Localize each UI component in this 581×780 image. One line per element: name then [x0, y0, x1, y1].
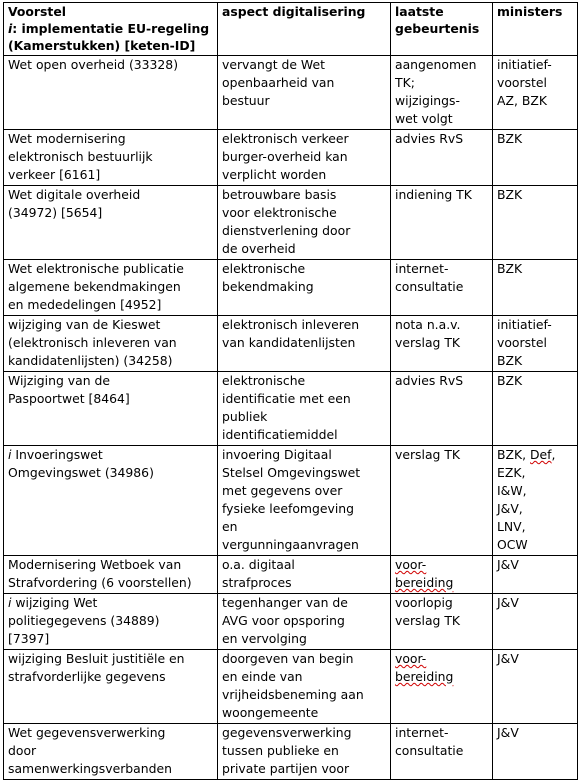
- table-row: [4, 650, 578, 724]
- cell-text: Wet open overheid (33328): [8, 57, 179, 72]
- cell-text: BZK: [497, 187, 523, 202]
- cell-text: gebeurtenis: [395, 21, 480, 36]
- cell-line: [222, 518, 386, 536]
- cell-text: (elektronisch inleveren van: [8, 335, 177, 350]
- cell-line: [8, 594, 213, 612]
- cell-line: [8, 630, 213, 648]
- cell-text: o.a. digitaal: [222, 557, 295, 572]
- cell-voorstel: [4, 446, 218, 556]
- cell-line: [8, 556, 213, 574]
- cell-voorstel: [4, 556, 218, 594]
- cell-text: ,: [551, 447, 556, 462]
- table-row: [4, 56, 578, 130]
- cell-voorstel: [4, 372, 218, 446]
- cell-text: : implementatie EU-regeling: [12, 21, 210, 36]
- cell-line: [497, 650, 573, 668]
- cell-line: [8, 372, 213, 390]
- cell-ministers: [493, 186, 578, 260]
- cell-line: [8, 3, 213, 20]
- table-row: [4, 260, 578, 316]
- cell-text: Wet elektronische publicatie: [8, 261, 184, 276]
- cell-text: kandidatenlijsten) (34258): [8, 353, 173, 368]
- cell-line: [222, 3, 386, 20]
- cell-line: [222, 278, 386, 296]
- cell-ministers: [493, 56, 578, 130]
- cell-text: advies RvS: [395, 373, 464, 388]
- cell-line: [395, 316, 488, 334]
- spellcheck-marked-text: voor-: [395, 651, 427, 666]
- cell-line: [497, 74, 573, 92]
- cell-line: [395, 260, 488, 278]
- cell-text: consultatie: [395, 743, 464, 758]
- cell-text: wet volgt: [395, 111, 453, 126]
- cell-ministers: [493, 594, 578, 650]
- cell-line: [222, 760, 386, 778]
- cell-line: [8, 20, 213, 37]
- cell-text: J&V: [497, 651, 519, 666]
- header-ministers: [493, 3, 578, 56]
- cell-line: [8, 352, 213, 370]
- cell-line: [222, 594, 386, 612]
- cell-ministers: [493, 372, 578, 446]
- cell-aspect-digitalisering: [218, 372, 391, 446]
- cell-text: Wijziging van de: [8, 373, 110, 388]
- cell-text: (Kamerstukken) [keten-ID]: [8, 38, 196, 53]
- cell-line: [8, 56, 213, 74]
- cell-text: wijziging Besluit justitiële en: [8, 651, 185, 666]
- cell-aspect-digitalisering: [218, 556, 391, 594]
- spellcheck-marked-text: Def: [530, 447, 552, 462]
- cell-text: de overheid: [222, 241, 296, 256]
- cell-line: [497, 56, 573, 74]
- table-row: [4, 130, 578, 186]
- cell-text: nota n.a.v.: [395, 317, 461, 332]
- cell-line: [497, 556, 573, 574]
- cell-line: [222, 74, 386, 92]
- cell-text: publiek: [222, 409, 268, 424]
- cell-line: [395, 446, 488, 464]
- cell-voorstel: [4, 260, 218, 316]
- cell-text: en einde van: [222, 669, 303, 684]
- cell-text: advies RvS: [395, 131, 464, 146]
- cell-text: bestuur: [222, 93, 270, 108]
- cell-text: elektronische: [222, 373, 306, 388]
- cell-text: Strafvordering (6 voorstellen): [8, 575, 192, 590]
- cell-text: elektronisch inleveren: [222, 317, 360, 332]
- cell-aspect-digitalisering: [218, 650, 391, 724]
- cell-laatste-gebeurtenis: [391, 446, 493, 556]
- cell-laatste-gebeurtenis: [391, 556, 493, 594]
- spellcheck-marked-text: bereiding: [395, 669, 454, 684]
- cell-line: [8, 260, 213, 278]
- cell-text: en vervolging: [222, 631, 307, 646]
- cell-voorstel: [4, 724, 218, 780]
- eu-implementation-marker: i: [8, 21, 13, 36]
- cell-line: [497, 316, 573, 334]
- cell-text: BZK: [497, 261, 523, 276]
- cell-aspect-digitalisering: [218, 260, 391, 316]
- cell-laatste-gebeurtenis: [391, 186, 493, 260]
- legislation-table: [3, 2, 578, 780]
- cell-text: BZK,: [497, 447, 530, 462]
- cell-text: wijzigings-: [395, 93, 460, 108]
- cell-text: BZK: [497, 353, 523, 368]
- cell-line: [8, 204, 213, 222]
- cell-text: identificatiemiddel: [222, 427, 338, 442]
- cell-aspect-digitalisering: [218, 446, 391, 556]
- cell-ministers: [493, 260, 578, 316]
- cell-text: BZK: [497, 373, 523, 388]
- cell-line: [222, 556, 386, 574]
- cell-line: [497, 464, 573, 482]
- cell-text: algemene bekendmakingen: [8, 279, 181, 294]
- cell-line: [8, 742, 213, 760]
- cell-line: [8, 760, 213, 778]
- cell-text: Stelsel Omgevingswet: [222, 465, 361, 480]
- cell-line: [222, 92, 386, 110]
- cell-line: [222, 260, 386, 278]
- cell-text: voorstel: [497, 335, 547, 350]
- cell-line: [8, 464, 213, 482]
- cell-line: [222, 56, 386, 74]
- cell-line: [222, 130, 386, 148]
- eu-implementation-marker: i: [8, 447, 12, 462]
- cell-text: tussen publieke en: [222, 743, 339, 758]
- cell-voorstel: [4, 56, 218, 130]
- spellcheck-marked-text: bereiding: [395, 575, 454, 590]
- cell-text: fysieke leefomgeving: [222, 501, 354, 516]
- cell-ministers: [493, 724, 578, 780]
- cell-line: [222, 446, 386, 464]
- cell-text: door: [8, 743, 37, 758]
- cell-line: [8, 574, 213, 592]
- cell-text: J&V: [497, 557, 519, 572]
- cell-line: [222, 222, 386, 240]
- cell-line: [222, 204, 386, 222]
- cell-text: samenwerkingsverbanden: [8, 761, 172, 776]
- cell-line: [497, 186, 573, 204]
- cell-line: [222, 650, 386, 668]
- cell-line: [8, 296, 213, 314]
- cell-text: elektronische: [222, 261, 306, 276]
- cell-line: [8, 166, 213, 184]
- cell-aspect-digitalisering: [218, 56, 391, 130]
- cell-text: strafproces: [222, 575, 292, 590]
- cell-text: betrouwbare basis: [222, 187, 337, 202]
- cell-voorstel: [4, 594, 218, 650]
- cell-line: [222, 186, 386, 204]
- cell-text: [7397]: [8, 631, 50, 646]
- cell-text: TK;: [395, 75, 415, 90]
- cell-line: [395, 110, 488, 128]
- cell-line: [222, 334, 386, 352]
- cell-aspect-digitalisering: [218, 186, 391, 260]
- cell-line: [497, 334, 573, 352]
- cell-ministers: [493, 316, 578, 372]
- cell-text: aspect digitalisering: [222, 4, 366, 19]
- cell-line: [395, 594, 488, 612]
- cell-line: [395, 186, 488, 204]
- cell-line: [497, 92, 573, 110]
- cell-text: laatste: [395, 4, 444, 19]
- cell-text: EZK,: [497, 465, 526, 480]
- cell-line: [222, 426, 386, 444]
- cell-text: verplicht worden: [222, 167, 327, 182]
- cell-line: [222, 240, 386, 258]
- cell-line: [8, 334, 213, 352]
- cell-line: [497, 130, 573, 148]
- header-laatste-gebeurtenis: [391, 3, 493, 56]
- cell-text: AVG voor opsporing: [222, 613, 345, 628]
- cell-laatste-gebeurtenis: [391, 130, 493, 186]
- cell-text: tegenhanger van de: [222, 595, 348, 610]
- cell-text: bekendmaking: [222, 279, 314, 294]
- cell-text: initiatief-: [497, 57, 552, 72]
- cell-text: vervangt de Wet: [222, 57, 325, 72]
- cell-text: aangenomen: [395, 57, 477, 72]
- cell-text: vrijheidsbeneming aan: [222, 687, 364, 702]
- cell-text: verslag TK: [395, 335, 461, 350]
- cell-line: [497, 518, 573, 536]
- table-body: [4, 56, 578, 780]
- cell-line: [222, 574, 386, 592]
- cell-voorstel: [4, 316, 218, 372]
- cell-text: Paspoortwet [8464]: [8, 391, 130, 406]
- cell-text: elektronisch bestuurlijk: [8, 149, 153, 164]
- cell-text: consultatie: [395, 279, 464, 294]
- header-voorstel: [4, 3, 218, 56]
- cell-text: initiatief-: [497, 317, 552, 332]
- cell-ministers: [493, 556, 578, 594]
- table-row: [4, 316, 578, 372]
- cell-text: LNV,: [497, 519, 526, 534]
- cell-text: met gegevens over: [222, 483, 343, 498]
- cell-line: [395, 724, 488, 742]
- cell-ministers: [493, 130, 578, 186]
- cell-text: (34972) [5654]: [8, 205, 103, 220]
- cell-text: van kandidatenlijsten: [222, 335, 356, 350]
- cell-line: [395, 668, 488, 686]
- cell-line: [497, 3, 573, 20]
- cell-text: identificatie met een: [222, 391, 351, 406]
- cell-line: [8, 724, 213, 742]
- cell-text: en mededelingen [4952]: [8, 297, 162, 312]
- cell-ministers: [493, 446, 578, 556]
- cell-line: [8, 316, 213, 334]
- cell-text: wijziging Wet: [11, 595, 98, 610]
- cell-aspect-digitalisering: [218, 130, 391, 186]
- cell-text: AZ, BZK: [497, 93, 547, 108]
- cell-text: doorgeven van begin: [222, 651, 354, 666]
- cell-line: [222, 500, 386, 518]
- cell-text: verkeer [6161]: [8, 167, 101, 182]
- cell-line: [222, 630, 386, 648]
- cell-line: [8, 186, 213, 204]
- cell-text: internet-: [395, 261, 449, 276]
- cell-text: voor elektronische: [222, 205, 337, 220]
- table-header-row: [4, 3, 578, 56]
- cell-line: [497, 536, 573, 554]
- cell-line: [222, 668, 386, 686]
- cell-text: dienstverlening door: [222, 223, 351, 238]
- cell-line: [8, 37, 213, 54]
- cell-laatste-gebeurtenis: [391, 724, 493, 780]
- cell-line: [395, 742, 488, 760]
- cell-text: Invoeringswet: [11, 447, 103, 462]
- cell-laatste-gebeurtenis: [391, 650, 493, 724]
- cell-line: [8, 390, 213, 408]
- cell-text: invoering Digitaal: [222, 447, 332, 462]
- cell-line: [8, 650, 213, 668]
- cell-line: [8, 612, 213, 630]
- cell-text: internet-: [395, 725, 449, 740]
- cell-text: strafvorderlijke gegevens: [8, 669, 166, 684]
- cell-laatste-gebeurtenis: [391, 260, 493, 316]
- cell-line: [395, 74, 488, 92]
- cell-line: [497, 500, 573, 518]
- cell-line: [395, 92, 488, 110]
- cell-line: [222, 316, 386, 334]
- cell-text: gegevensverwerking: [222, 725, 352, 740]
- cell-line: [497, 446, 573, 464]
- cell-line: [222, 372, 386, 390]
- cell-text: voorlopig: [395, 595, 453, 610]
- cell-line: [222, 704, 386, 722]
- cell-line: [8, 668, 213, 686]
- cell-line: [222, 390, 386, 408]
- cell-text: I&W,: [497, 483, 527, 498]
- cell-aspect-digitalisering: [218, 724, 391, 780]
- cell-line: [8, 148, 213, 166]
- cell-laatste-gebeurtenis: [391, 316, 493, 372]
- cell-laatste-gebeurtenis: [391, 56, 493, 130]
- cell-text: Wet modernisering: [8, 131, 126, 146]
- cell-line: [222, 686, 386, 704]
- cell-text: woongemeente: [222, 705, 319, 720]
- header-aspect-digitalisering: [218, 3, 391, 56]
- cell-text: J&V,: [497, 501, 523, 516]
- cell-line: [8, 130, 213, 148]
- cell-line: [8, 278, 213, 296]
- cell-text: OCW: [497, 537, 528, 552]
- cell-line: [222, 482, 386, 500]
- cell-text: elektronisch verkeer: [222, 131, 349, 146]
- cell-line: [395, 20, 488, 37]
- cell-line: [222, 536, 386, 554]
- cell-line: [8, 446, 213, 464]
- cell-text: Omgevingswet (34986): [8, 465, 154, 480]
- table-row: [4, 186, 578, 260]
- cell-line: [497, 352, 573, 370]
- table-row: [4, 556, 578, 594]
- cell-text: BZK: [497, 131, 523, 146]
- cell-text: burger-overheid kan: [222, 149, 348, 164]
- cell-line: [395, 334, 488, 352]
- cell-line: [395, 650, 488, 668]
- cell-text: politiegegevens (34889): [8, 613, 160, 628]
- spellcheck-marked-text: voor-: [395, 557, 427, 572]
- cell-text: wijziging van de Kieswet: [8, 317, 161, 332]
- cell-text: en: [222, 519, 238, 534]
- cell-line: [222, 742, 386, 760]
- cell-text: Voorstel: [8, 4, 66, 19]
- cell-text: verslag TK: [395, 613, 461, 628]
- cell-line: [497, 724, 573, 742]
- cell-line: [395, 3, 488, 20]
- cell-voorstel: [4, 650, 218, 724]
- cell-text: Modernisering Wetboek van: [8, 557, 182, 572]
- cell-line: [222, 166, 386, 184]
- cell-aspect-digitalisering: [218, 594, 391, 650]
- cell-text: ministers: [497, 4, 563, 19]
- cell-line: [497, 260, 573, 278]
- eu-implementation-marker: i: [8, 595, 12, 610]
- cell-text: J&V: [497, 595, 519, 610]
- cell-voorstel: [4, 186, 218, 260]
- cell-line: [222, 724, 386, 742]
- cell-text: Wet digitale overheid: [8, 187, 141, 202]
- cell-text: verslag TK: [395, 447, 461, 462]
- table-row: [4, 372, 578, 446]
- cell-line: [497, 594, 573, 612]
- cell-line: [395, 612, 488, 630]
- cell-line: [222, 464, 386, 482]
- cell-text: private partijen voor: [222, 761, 350, 776]
- table-row: [4, 446, 578, 556]
- cell-line: [222, 408, 386, 426]
- table-row: [4, 724, 578, 780]
- cell-text: J&V: [497, 725, 519, 740]
- cell-line: [222, 148, 386, 166]
- cell-laatste-gebeurtenis: [391, 372, 493, 446]
- cell-ministers: [493, 650, 578, 724]
- cell-text: vergunningaanvragen: [222, 537, 359, 552]
- cell-line: [395, 56, 488, 74]
- cell-text: voorstel: [497, 75, 547, 90]
- cell-line: [222, 612, 386, 630]
- cell-line: [497, 482, 573, 500]
- cell-text: indiening TK: [395, 187, 472, 202]
- cell-line: [395, 130, 488, 148]
- cell-line: [395, 556, 488, 574]
- table-row: [4, 594, 578, 650]
- cell-line: [395, 278, 488, 296]
- cell-line: [395, 372, 488, 390]
- cell-text: Wet gegevensverwerking: [8, 725, 166, 740]
- cell-laatste-gebeurtenis: [391, 594, 493, 650]
- cell-voorstel: [4, 130, 218, 186]
- cell-text: openbaarheid van: [222, 75, 335, 90]
- cell-line: [497, 372, 573, 390]
- cell-line: [395, 574, 488, 592]
- cell-aspect-digitalisering: [218, 316, 391, 372]
